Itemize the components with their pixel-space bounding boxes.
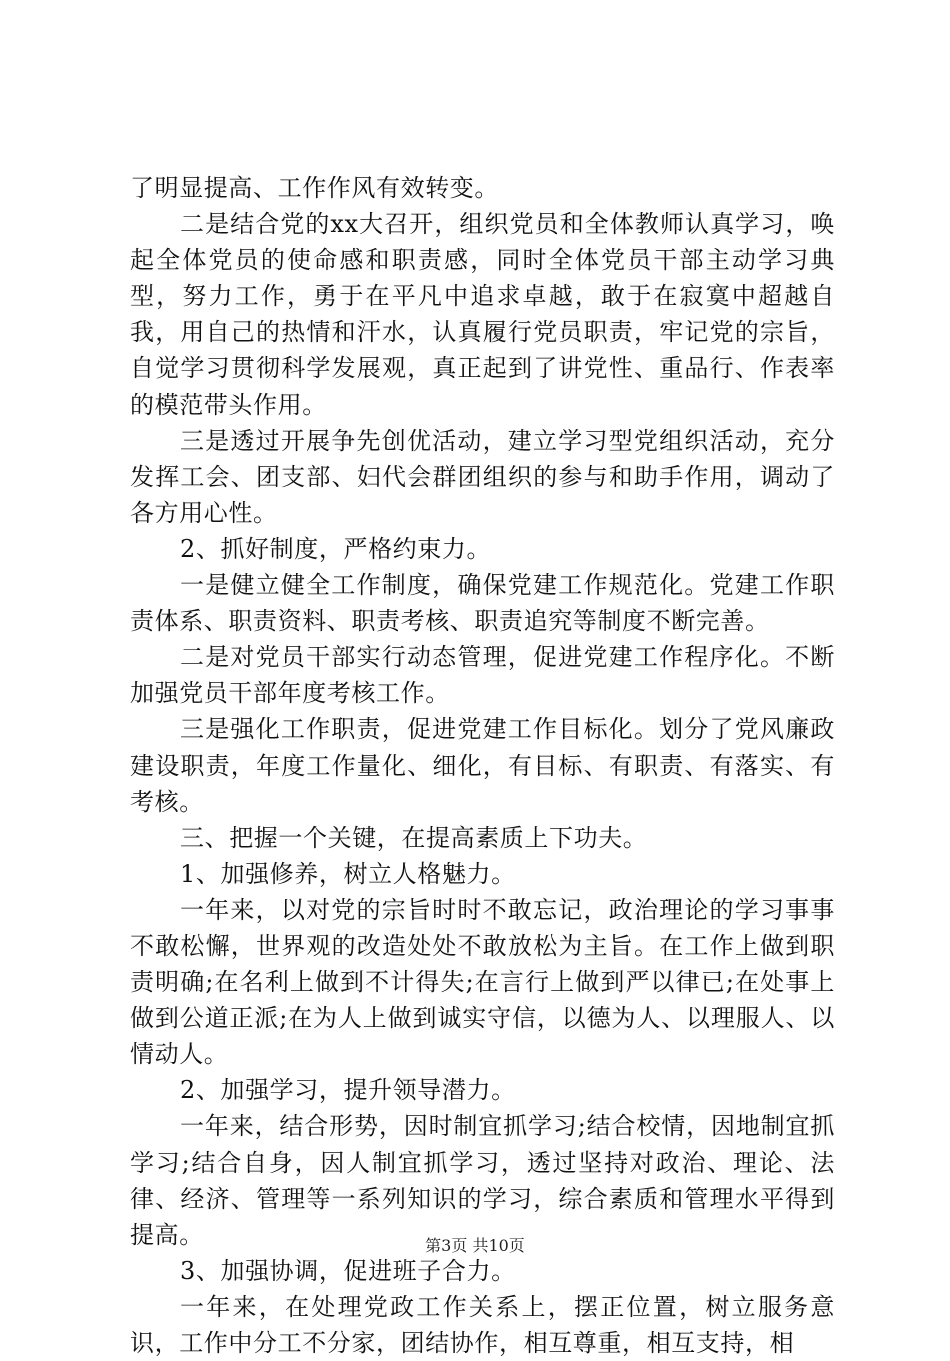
paragraph-6: 二是对党员干部实行动态管理，促进党建工作程序化。不断加强党员干部年度考核工作。: [130, 643, 835, 708]
document-body: [130, 170, 835, 1361]
paragraph-14: 一年来，在处理党政工作关系上，摆正位置，树立服务意识，工作中分工不分家，团结协作，相互尊重，相互支持，相: [130, 1292, 835, 1357]
page-footer: [0, 1236, 950, 1256]
paragraph-12: 一年来，结合形势，因时制宜抓学习;结合校情，因地制宜抓学习;结合自身，因人制宜抓学习，透过坚持对政治、理论、法律、经济、管理等一系列知识的学习，综合素质和管理水平得到提高。: [130, 1112, 835, 1249]
paragraph-9: 1、加强修养，树立人格魅力。: [180, 859, 516, 888]
paragraph-13: 3、加强协调，促进班子合力。: [180, 1256, 516, 1285]
paragraph-4: 2、抓好制度，严格约束力。: [180, 534, 492, 563]
page-number: 第3页 共10页: [425, 1236, 525, 1255]
paragraph-5: 一是健立健全工作制度，确保党建工作规范化。党建工作职责体系、职责资料、职责考核、职责追究等制度不断完善。: [130, 571, 835, 636]
paragraph-10: 一年来，以对党的宗旨时时不敢忘记，政治理论的学习事事不敢松懈，世界观的改造处处不敢放松为主旨。在工作上做到职责明确;在名利上做到不计得失;在言行上做到严以律已;在处事上做到公道正派;在为人上做到诚实守信，以德为人、以理服人、以情动人。: [130, 895, 835, 1069]
paragraph-11: 2、加强学习，提升领导潜力。: [180, 1076, 516, 1105]
paragraph-7: 三是强化工作职责，促进党建工作目标化。划分了党风廉政建设职责，年度工作量化、细化，有目标、有职责、有落实、有考核。: [130, 715, 835, 816]
paragraph-8: 三、把握一个关键，在提高素质上下功夫。: [180, 823, 648, 852]
paragraph-1: 了明显提高、工作作风有效转变。: [130, 174, 499, 202]
paragraph-3: 三是透过开展争先创优活动，建立学习型党组织活动，充分发挥工会、团支部、妇代会群团组织的参与和助手作用，调动了各方用心性。: [130, 426, 835, 527]
paragraph-2: 二是结合党的xx大召开，组织党员和全体教师认真学习，唤起全体党员的使命感和职责感，同时全体党员干部主动学习典型，努力工作，勇于在平凡中追求卓越，敢于在寂寞中超越自我，用自己的热情和汗水，认真履行党员职责，牢记党的宗旨，自觉学习贯彻科学发展观，真正起到了讲党性、重品行、作表率的模范带头作用。: [130, 210, 835, 419]
